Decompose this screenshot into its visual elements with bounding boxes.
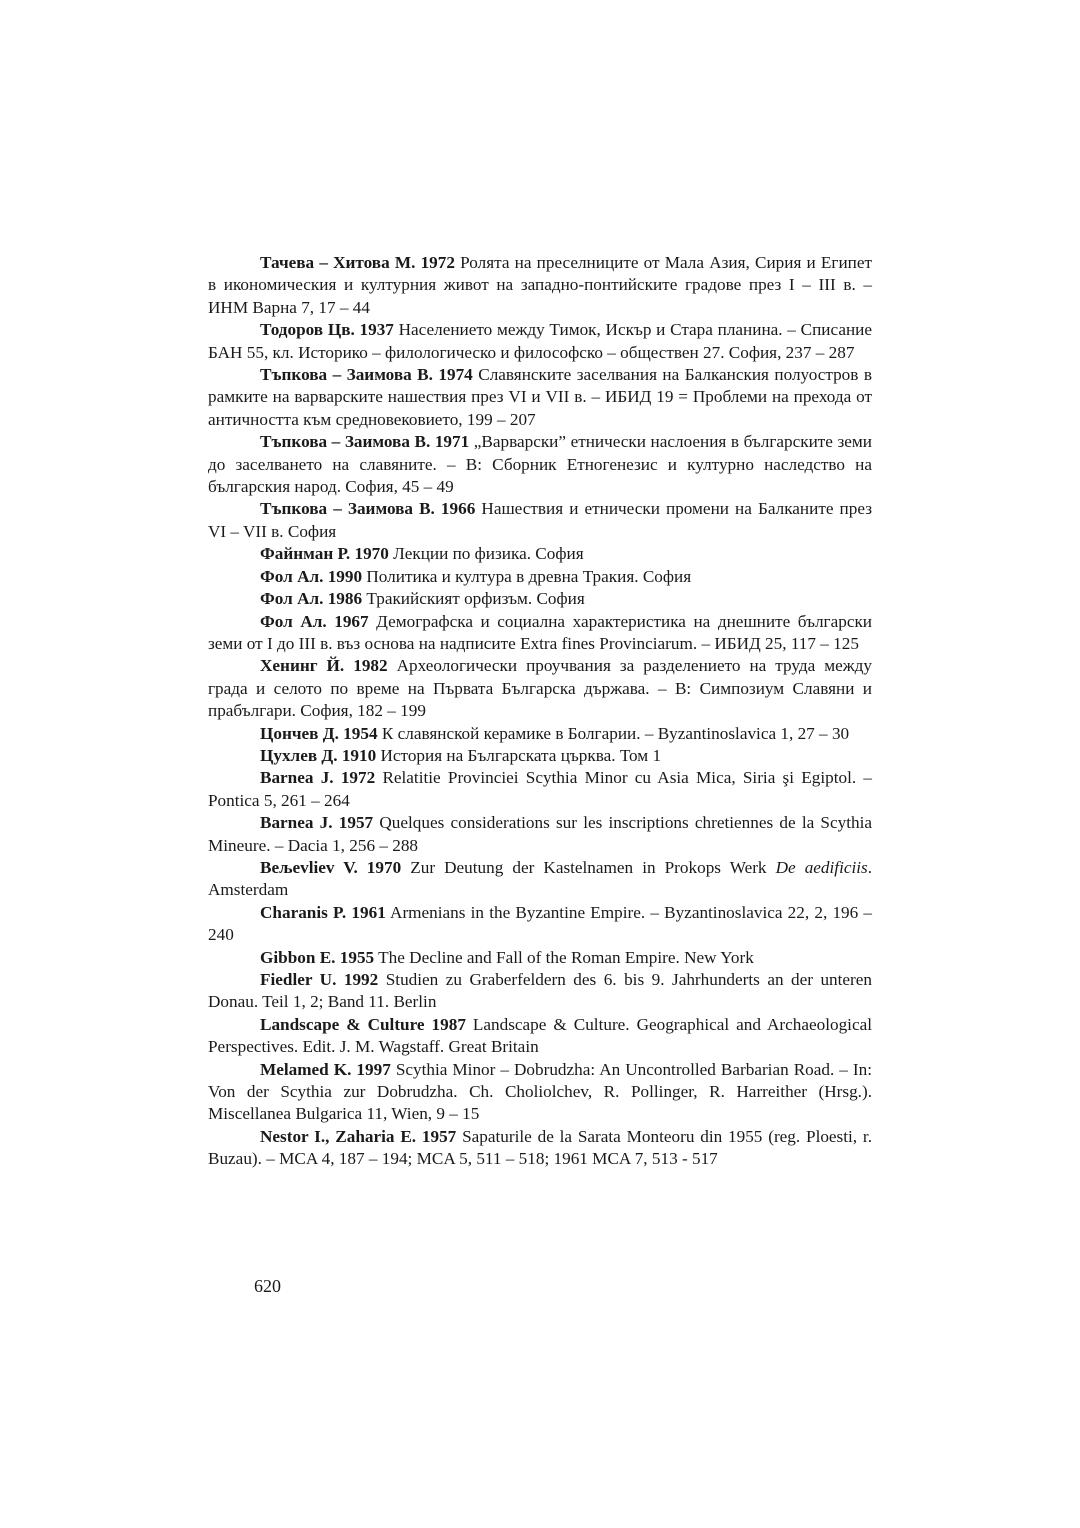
entry-text: Археологически проучвания за разделението на труда между града и селото по време на Първата Българска държава. – В: Симпозиум Славяни и прабългари. София, 182 – 199 bbox=[208, 656, 872, 721]
entry-author: Nestor I., Zaharia E. 1957 bbox=[260, 1126, 457, 1146]
entry-text-after: . Amsterdam bbox=[208, 857, 873, 900]
bibliography-entry bbox=[208, 498, 872, 543]
bibliography-entry bbox=[208, 588, 872, 610]
entry-author: Melamed K. 1997 bbox=[260, 1059, 391, 1079]
entry-author: Тъпкова – Заимова В. 1966 bbox=[260, 499, 476, 519]
entry-text: „Варварски” етнически наслоения в българските земи до заселването на славяните. – В: Сборник Етногенезис и културно наследство на българския народ. София, 45 – 49 bbox=[208, 432, 872, 497]
entry-author: Тъпкова – Заимова В. 1971 bbox=[260, 432, 470, 452]
entry-text: Населението между Тимок, Искър и Стара планина. – Списание БАН 55, кл. Историко – филологическо и философско – обществен 27. София, 237 – 287 bbox=[208, 320, 872, 362]
bibliography-entry bbox=[208, 812, 872, 857]
bibliography-entry bbox=[208, 767, 872, 812]
entry-author: Фол Ал. 1967 bbox=[260, 611, 369, 631]
entry-author: Тодоров Цв. 1937 bbox=[260, 320, 394, 340]
entry-author: Charanis P. 1961 bbox=[260, 902, 386, 922]
entry-author: Фол Ал. 1986 bbox=[260, 589, 363, 609]
entry-text: Тракийският орфизъм. София bbox=[362, 589, 585, 609]
entry-text: Quelques considerations sur les inscriptions chretiennes de la Scythia Mineure. – Dacia 1, 256 – 288 bbox=[208, 813, 872, 855]
bibliography-entry bbox=[208, 902, 872, 947]
bibliography-entry bbox=[208, 745, 872, 767]
bibliography-entry bbox=[208, 566, 872, 588]
entry-text: Нашествия и етнически промени на Балканите през VI – VII в. София bbox=[208, 499, 872, 541]
entry-author: Barnea J. 1957 bbox=[260, 813, 374, 833]
entry-text: Relatitie Provinciei Scythia Minor cu Asia Mica, Siria şi Egiptol. – Pontica 5, 261 – 264 bbox=[208, 768, 872, 810]
entry-author: Gibbon E. 1955 bbox=[260, 947, 375, 967]
bibliography-entry bbox=[208, 611, 872, 656]
page-number: 620 bbox=[254, 1276, 281, 1296]
entry-text: Landscape & Culture. Geographical and Archaeological Perspectives. Edit. J. M. Wagstaff. Great Britain bbox=[208, 1014, 872, 1057]
entry-text: Ролята на преселниците от Мала Азия, Сирия и Египет в икономическия и културния живот на западно-понтийските градове през I – III в. – ИНМ Варна 7, 17 – 44 bbox=[208, 253, 873, 317]
entry-text: Политика и култура в древна Тракия. София bbox=[362, 566, 692, 586]
entry-text: Scythia Minor – Dobrudzha: An Uncontrolled Barbarian Road. – In: Von der Scythia zur Dobrudzha. Ch. Choliolchev, R. Pollinger, R. Harreither (Hrsg.). Miscellanea Bulgarica 11, Wien, 9 – 15 bbox=[208, 1059, 872, 1124]
bibliography-entry bbox=[208, 655, 872, 722]
entry-text: Studien zu Graberfeldern des 6. bis 9. Jahrhunderts an der unteren Donau. Teil 1, 2; Band 11. Berlin bbox=[208, 970, 872, 1012]
bibliography-entry bbox=[208, 252, 872, 319]
entry-author: Landscape & Culture 1987 bbox=[260, 1014, 466, 1034]
entry-author: Barnea J. 1972 bbox=[260, 768, 376, 788]
entry-author: Хенинг Й. 1982 bbox=[260, 656, 388, 676]
entry-text: Armenians in the Byzantine Empire. – Byzantinoslavica 22, 2, 196 – 240 bbox=[208, 902, 873, 945]
entry-author: Фол Ал. 1990 bbox=[260, 566, 363, 586]
bibliography-entry bbox=[208, 969, 872, 1014]
bibliography-entry bbox=[208, 1059, 872, 1126]
entry-text: Демографска и социална характеристика на днешните български земи от I до III в. въз основа на надписите Extra fines Provinciarum. – ИБИД 25, 117 – 125 bbox=[208, 611, 872, 653]
bibliography-entry bbox=[208, 947, 872, 969]
entry-author: Fiedler U. 1992 bbox=[260, 970, 379, 989]
entry-author: Тачева – Хитова М. 1972 bbox=[260, 253, 455, 272]
entry-text: Zur Deutung der Kastelnamen in Prokops Werk bbox=[401, 857, 776, 877]
entry-italic-title: De aedificiis bbox=[775, 857, 868, 877]
bibliography-entry bbox=[208, 543, 872, 565]
entry-text: К славянской керамике в Болгарии. – Byzantinoslavica 1, 27 – 30 bbox=[377, 723, 850, 743]
bibliography-entry bbox=[208, 1126, 872, 1171]
bibliography-list bbox=[208, 252, 872, 1171]
entry-author: Цухлев Д. 1910 bbox=[260, 745, 377, 765]
bibliography-entry bbox=[208, 319, 872, 364]
entry-author: Файнман Р. 1970 bbox=[260, 544, 389, 564]
entry-text: Славянските заселвания на Балканския полуостров в рамките на варварските нашествия през VI и VII в. – ИБИД 19 = Проблеми на прехода от античността към средновековието, 199 – 207 bbox=[208, 365, 872, 429]
bibliography-entry bbox=[208, 1014, 872, 1059]
entry-text: Лекции по физика. София bbox=[388, 544, 584, 564]
entry-text: Sapaturile de la Sarata Monteoru din 1955 (reg. Ploesti, r. Buzau). – MCA 4, 187 – 194; MCA 5, 511 – 518; 1961 MCA 7, 513 - 517 bbox=[208, 1126, 872, 1169]
bibliography-entry bbox=[208, 857, 872, 902]
entry-author: Цончев Д. 1954 bbox=[260, 723, 378, 743]
bibliography-entry bbox=[208, 431, 872, 498]
entry-text: The Decline and Fall of the Roman Empire. New York bbox=[374, 947, 754, 967]
entry-text: История на Българската църква. Том 1 bbox=[376, 745, 662, 765]
bibliography-entry bbox=[208, 723, 872, 745]
entry-author: Тъпкова – Заимова В. 1974 bbox=[260, 365, 473, 385]
entry-author: Beљevliev V. 1970 bbox=[260, 857, 402, 877]
bibliography-entry bbox=[208, 364, 872, 431]
